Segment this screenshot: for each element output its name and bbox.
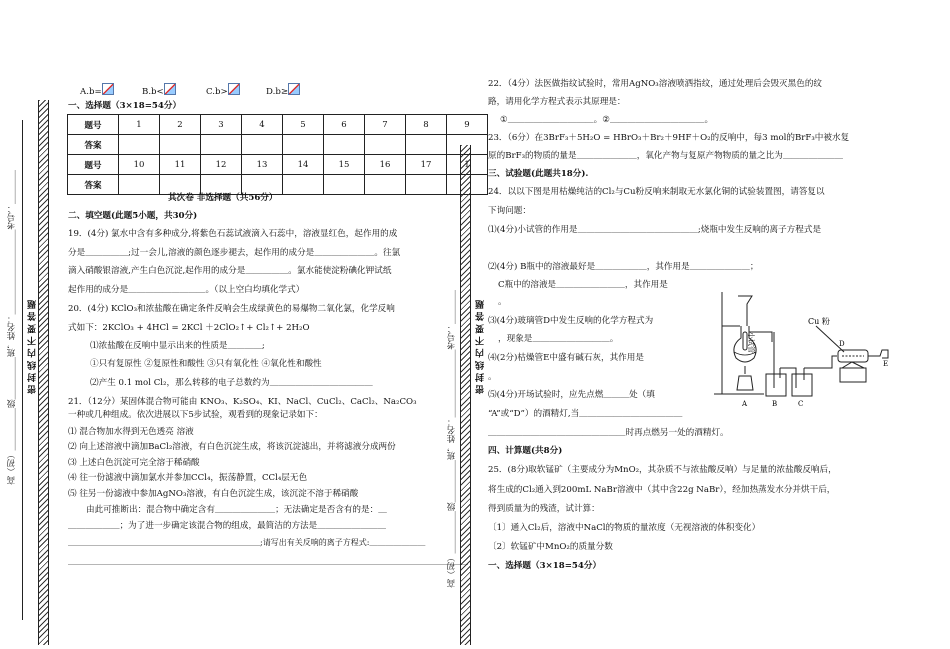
- left-binding-strip: [38, 100, 49, 645]
- answer-cell[interactable]: [242, 135, 283, 155]
- label-cu-powder: Cu 粉: [808, 317, 830, 326]
- q24-line10: 。: [488, 372, 497, 382]
- table-row: [68, 175, 488, 195]
- label-small-tube: 小试管: [747, 332, 755, 353]
- label-d: D: [839, 340, 845, 348]
- q21-line11: ＿＿＿＿＿＿＿＿＿＿＿＿＿＿＿＿＿＿＿＿＿＿＿＿＿＿＿＿＿＿＿＿＿＿＿＿＿＿＿＿＿＿＿＿＿＿＿＿＿＿: [68, 557, 468, 566]
- formula-image-icon: [228, 83, 240, 95]
- choice-a: A.b=: [80, 83, 114, 98]
- answer-cell[interactable]: [119, 135, 160, 155]
- middle-seal-line: [470, 160, 471, 630]
- q21-line6: ⑷ 往一份滤液中滴加氯水并参加CCl₄，振荡静置，CCl₄层无色: [68, 473, 308, 483]
- label-a: A: [742, 400, 748, 408]
- table-row: 题号 1 2 3 4 5 6 7 8 9: [68, 115, 488, 135]
- answer-cell[interactable]: [283, 175, 324, 195]
- q25-line4: 〔1〕通入Cl₂后，溶液中NaCl的物质的量浓度（无视溶液的体积变化）: [488, 523, 761, 533]
- q25-line1: 25．(8分)取软锰矿（主要成分为MnO₂，其杂质不与浓盐酸反响）与足量的浓盐酸反响后，: [488, 465, 837, 475]
- left-student-info: 高（初）＿＿＿＿＿级＿＿＿＿＿班，姓名：＿＿＿＿＿＿＿＿＿＿考号：＿＿＿＿: [7, 170, 17, 485]
- middle-seal-text: 密 封 线 内 不 要 答 题: [476, 300, 486, 394]
- q19-line1: 19．(4分) 氯水中含有多种成分,将紫色石蕊试液滴入石蕊中，溶液显红色，起作用的成: [68, 229, 398, 239]
- q25-line5: 〔2〕软锰矿中MnO₂的质量分数: [488, 542, 613, 552]
- q20-line2: 式如下：2KClO₃ + 4HCl = 2KCl ＋2ClO₂↑+ Cl₂↑+ 2H₂O: [68, 323, 310, 333]
- q21-line8: 由此可推断出：混合物中确定含有＿＿＿＿＿＿＿；无法确定是否含有的是：＿: [86, 505, 387, 515]
- q24-line5: C瓶中的溶液是＿＿＿＿＿＿＿＿，其作用是: [498, 280, 668, 290]
- section2-title: 二、填空题(此题5小题，共30分): [68, 211, 198, 221]
- q21-line5: ⑶ 上述白色沉淀可完全溶于稀硝酸: [68, 458, 200, 468]
- label-e: E: [883, 360, 889, 368]
- answer-cell[interactable]: [447, 135, 488, 155]
- q21-line4: ⑵ 向上述溶液中滴加BaCl₂溶液，有白色沉淀生成，将该沉淀滤出，并将滤液分成两份: [68, 442, 396, 452]
- part2-title: 其次卷 非选择题（共56分）: [168, 193, 278, 203]
- choice-d: D.b≥: [266, 83, 300, 98]
- section1-title: 一、选择题（3×18=54分）: [68, 101, 182, 111]
- table-head: 题号: [68, 115, 119, 135]
- q24-line9: ⑷(2分)枯燥管E中盛有碱石灰，其作用是: [488, 353, 644, 363]
- q22-line2: 路，请用化学方程式表示其原理是：: [488, 97, 626, 107]
- q24-line8: ，现象是＿＿＿＿＿＿＿＿＿。: [498, 334, 619, 344]
- q21-line2: 一种或几种组成。依次进展以下5步试验，观看到的现象记录如下：: [68, 410, 323, 420]
- q24-line12: “A”或“D”）的酒精灯,当＿＿＿＿＿＿＿＿＿＿＿＿: [488, 409, 683, 419]
- answer-cell[interactable]: [324, 135, 365, 155]
- formula-image-icon: [288, 83, 300, 95]
- left-seal-text: 密 封 线 内 不 要 答 题: [28, 300, 38, 394]
- table-row: 题号 10 11 12 13 14 15 16 17 1: [68, 155, 488, 175]
- q23-line2: 原的BrF₃的物质的量是＿＿＿＿＿＿＿，氧化产物与复原产物物质的量之比为＿＿＿＿＿＿＿: [488, 151, 843, 161]
- q19-line2: 分是＿＿＿＿＿;过一会儿,溶液的颜色逐步褪去，起作用的成分是＿＿＿＿＿＿＿。往氯: [68, 248, 401, 258]
- answer-cell[interactable]: [324, 175, 365, 195]
- table-row: [68, 135, 488, 155]
- q24-line6: 。: [498, 297, 507, 307]
- section1-repeat-title: 一、选择题（3×18=54分）: [488, 561, 602, 571]
- formula-image-icon: [102, 83, 114, 95]
- q21-line9: ＿＿＿＿＿＿；为了进一步确定该混合物的组成，最简洁的方法是＿＿＿＿＿＿＿＿: [68, 521, 386, 531]
- left-seal-line: [22, 120, 23, 620]
- answer-cell[interactable]: [119, 175, 160, 195]
- middle-student-info: 高（初）＿＿＿＿＿级＿＿＿＿＿班，姓名：＿＿＿＿＿＿＿＿考号：＿＿＿＿: [447, 290, 457, 588]
- answer-table: [67, 114, 488, 195]
- q21-line1: 21．（12分）某固体混合物可能由 KNO₃、K₂SO₄、KI、NaCl、CuCl₂、CaCl₂、Na₂CO₃: [68, 397, 417, 407]
- answer-cell[interactable]: [242, 175, 283, 195]
- answer-cell[interactable]: [201, 135, 242, 155]
- table-head: 答案: [68, 175, 119, 195]
- q24-line4: ⑵(4分) B瓶中的溶液最好是＿＿＿＿＿＿，其作用是＿＿＿＿＿＿＿；: [488, 262, 759, 272]
- answer-cell[interactable]: [365, 175, 406, 195]
- section4-title: 四、计算题(共8分): [488, 446, 563, 456]
- answer-cell[interactable]: [447, 175, 488, 195]
- q21-line7: ⑸ 往另一份滤液中参加AgNO₃溶液，有白色沉淀生成，该沉淀不溶于稀硝酸: [68, 489, 359, 499]
- answer-cell[interactable]: [406, 135, 447, 155]
- answer-cell[interactable]: [365, 135, 406, 155]
- table-head: 题号: [68, 155, 119, 175]
- label-b: B: [772, 400, 778, 408]
- q22-line3: ①＿＿＿＿＿＿＿＿＿＿。②＿＿＿＿＿＿＿＿＿＿＿。: [500, 115, 714, 125]
- answer-cell[interactable]: [160, 135, 201, 155]
- q19-line3: 滴入硝酸银溶液,产生白色沉淀,起作用的成分是＿＿＿＿＿。氯水能使淀粉碘化钾试纸: [68, 266, 392, 276]
- answer-cell[interactable]: [160, 175, 201, 195]
- table-head: 答案: [68, 135, 119, 155]
- q20-line3: ⑴浓盐酸在反响中显示出来的性质是＿＿＿＿;: [90, 341, 265, 351]
- q24-line13: ＿＿＿＿＿＿＿＿＿＿＿＿＿＿＿＿时再点燃另一处的酒精灯。: [488, 428, 729, 438]
- answer-cell[interactable]: [406, 175, 447, 195]
- q24-line1: 24．以以下图是用枯燥纯洁的Cl₂与Cu粉反响来制取无水氯化铜的试验装置图，请答复以: [488, 187, 825, 197]
- q25-line2: 将生成的Cl₂通入到200mL NaBr溶液中（其中含22g NaBr），经加热蒸发水分并烘干后，: [488, 485, 836, 495]
- answer-cell[interactable]: [201, 175, 242, 195]
- section3-title: 三、试验题(此题共18分).: [488, 169, 589, 179]
- q24-line7: ⑶(4分)玻璃管D中发生反响的化学方程式为: [488, 316, 654, 326]
- choice-b: B.b<: [142, 83, 176, 98]
- q20-line1: 20．(4分) KClO₃和浓盐酸在确定条件反响会生成绿黄色的易爆物二氧化氯，化学反响: [68, 304, 395, 314]
- q25-line3: 得到质量为的残渣，试计算：: [488, 504, 600, 514]
- q21-line10: ＿＿＿＿＿＿＿＿＿＿＿＿＿＿＿＿＿＿＿＿＿＿＿＿;请写出有关反响的离子方程式:＿＿＿＿＿＿＿: [68, 538, 426, 547]
- label-c: C: [798, 400, 804, 408]
- choice-c: C.b>: [206, 83, 240, 98]
- q21-line3: ⑴ 混合物加水得到无色透亮 溶液: [68, 427, 194, 437]
- answer-cell[interactable]: [283, 135, 324, 155]
- q24-line2: 下询问题：: [488, 206, 531, 216]
- apparatus-diagram: [712, 286, 890, 410]
- q20-line4: ①只有复原性 ②复原性和酸性 ③只有氧化性 ④氧化性和酸性: [90, 359, 322, 369]
- formula-image-icon: [164, 83, 176, 95]
- q19-line4: 起作用的成分是＿＿＿＿＿＿＿＿＿。（以上空白均填化学式）: [68, 285, 305, 295]
- q20-line5: ⑵产生 0.1 mol Cl₂，那么转移的电子总数约为＿＿＿＿＿＿＿＿＿＿＿＿: [90, 378, 373, 388]
- q22-line1: 22．（4分）法医做指纹试验时，常用AgNO₃溶液喷洒指纹，通过处理后会毁灭黑色的纹: [488, 79, 823, 89]
- q23-line1: 23．（6分）在3BrF₃＋5H₂O = HBrO₃＋Br₂＋9HF＋O₂的反响中，每3 mol的BrF₃中被水复: [488, 133, 850, 143]
- q24-line11: ⑸(4分)开场试验时，应先点燃＿＿＿处（填: [488, 390, 655, 400]
- q24-line3: ⑴(4分)小试管的作用是＿＿＿＿＿＿＿＿＿＿＿＿＿＿;烧瓶中发生反响的离子方程式是: [488, 225, 822, 235]
